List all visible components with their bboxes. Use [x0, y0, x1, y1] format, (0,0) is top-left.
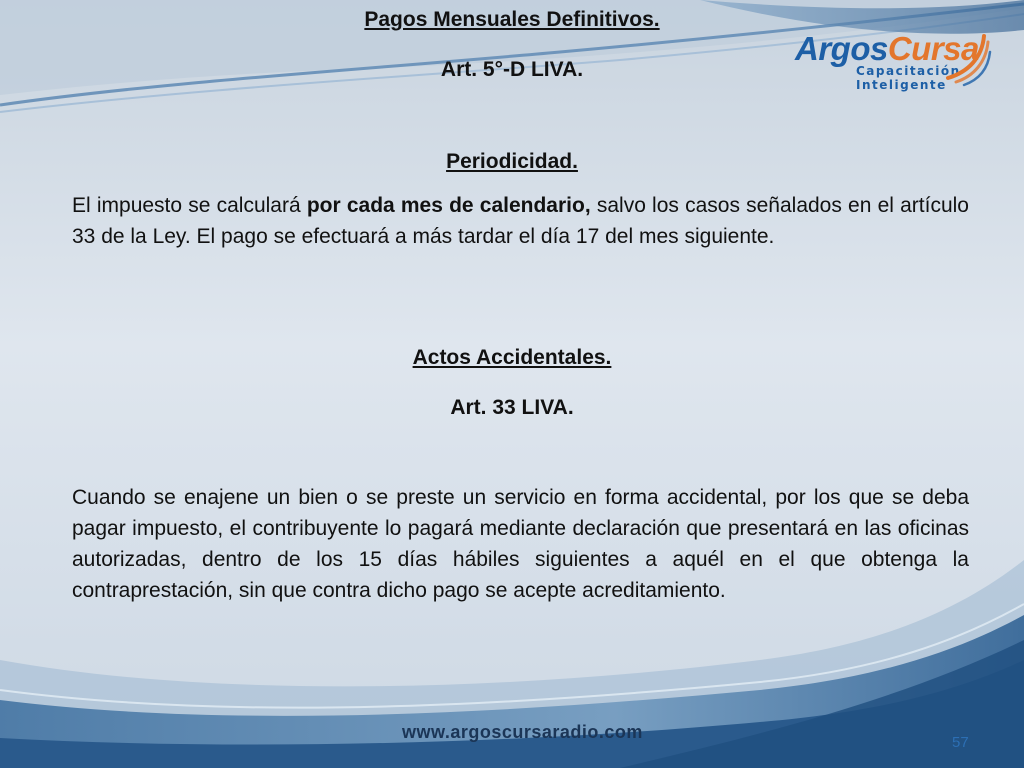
logo-name-part1: Argos	[795, 30, 888, 67]
section-periodicidad-text	[72, 190, 969, 252]
logo-tagline-line1: Capacitación	[856, 64, 961, 78]
section-periodicidad-title: Periodicidad.	[446, 150, 578, 173]
article-reference: Art. 5°-D LIVA.	[440, 58, 584, 81]
logo-name-part2: Cursa	[887, 30, 979, 67]
page-number: 57	[952, 734, 969, 751]
section-actos-text: Cuando se enajene un bien o se preste un servicio en forma accidental, por los que se deba pagar impuesto, el contribuyente lo pagará mediante declaración que presentará en las oficinas autorizadas, dentro de los 15 días hábiles siguientes a aquél en el que obtenga la contraprestación, sin que contra dicho pago se acepte acreditamiento.	[72, 486, 969, 602]
footer-url: www.argoscursaradio.com	[402, 722, 643, 742]
text-segment-bold: por cada mes de calendario,	[306, 194, 591, 217]
section-actos-title: Actos Accidentales.	[412, 346, 612, 369]
text-segment: salvo los casos señalados en el artículo 33 de la Ley. El pago se efectuará a más tardar el día 17 del mes siguiente.	[72, 194, 969, 248]
slide-title: Pagos Mensuales Definitivos.	[364, 8, 660, 31]
logo-tagline-line2: Inteligente	[856, 78, 947, 92]
section-actos-article: Art. 33 LIVA.	[450, 396, 574, 419]
text-segment: El impuesto se calculará	[72, 194, 307, 217]
logo-swoosh-icon	[942, 28, 992, 88]
argoscursa-logo	[792, 28, 992, 92]
